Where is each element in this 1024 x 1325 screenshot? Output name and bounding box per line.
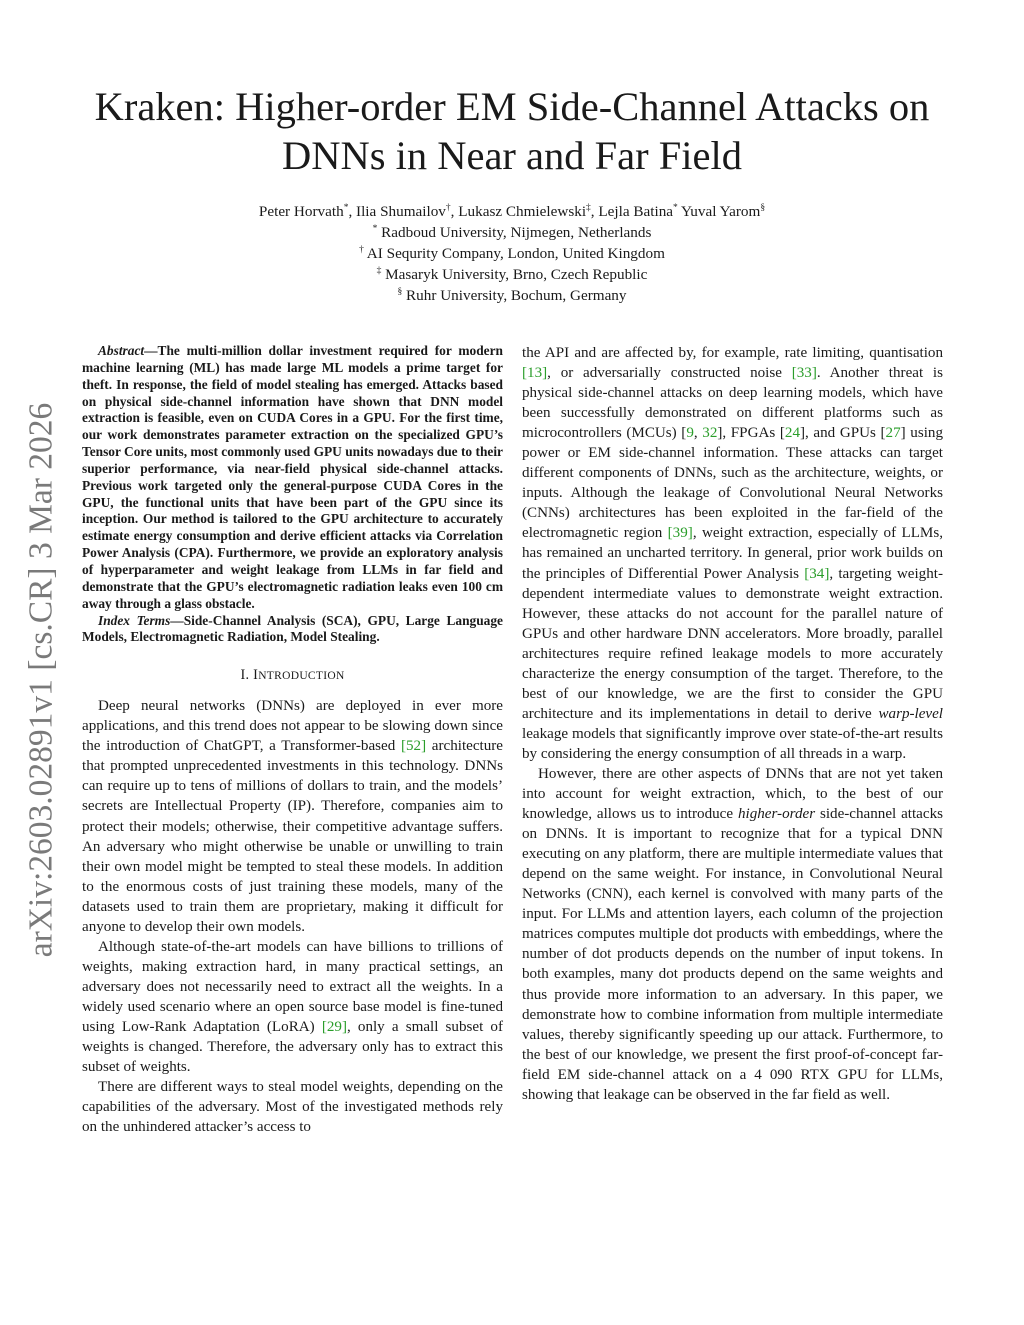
index-terms bbox=[82, 613, 503, 647]
body-paragraph bbox=[82, 1077, 503, 1137]
author-name: Ilia Shumailov bbox=[356, 203, 446, 220]
author-name: Yuval Yarom bbox=[681, 203, 761, 220]
index-terms-dash: — bbox=[170, 612, 184, 628]
citation-link[interactable]: [39] bbox=[667, 525, 693, 542]
abstract-label: Abstract bbox=[98, 343, 145, 358]
paragraph-text: , targeting weight-dependent intermediate values to demonstrate weight extraction. However, these attacks do not account for the parallel nature of GPUs and other hardware DNN accelerators. More broadly, parallel architectures require refined leakage models to more accurately characterize the energy consumption of the target. Therefore, to the best of our knowledge, we are the first to consider the GPU architecture and its implementations in detail to derive bbox=[522, 565, 943, 722]
author-name: Lejla Batina bbox=[598, 203, 674, 220]
abstract bbox=[82, 343, 503, 613]
affiliation-mark: † bbox=[445, 203, 451, 213]
affiliation-text: AI Sequrity Company, London, United Kingdom bbox=[366, 245, 665, 262]
arxiv-stamp bbox=[16, 380, 66, 980]
paragraph-text: However, there are other aspects of DNNs that are not yet taken into account for weight extraction, which, to the best of our knowledge, allows us to introduce bbox=[522, 765, 943, 823]
affiliation bbox=[60, 222, 964, 243]
emphasis-text: warp-level bbox=[878, 705, 943, 722]
paragraph-text: Although state-of-the-art models can have billions to trillions of weights, making extraction hard, in many practical settings, an adversary does not necessarily need to extract all the weights. In a widely used scenario where an open source base model is fine-tuned using Low-Rank Adaptation (LoRA) bbox=[82, 938, 503, 1035]
title-line-2: DNNs in Near and Far Field bbox=[281, 133, 743, 178]
affiliation-mark: * bbox=[343, 203, 349, 213]
separator: , bbox=[450, 203, 459, 220]
emphasis-text: higher-order bbox=[737, 806, 816, 823]
left-column bbox=[82, 343, 503, 1137]
affiliation-mark: ‡ bbox=[586, 203, 591, 213]
paragraph-text: , only a small subset of weights is changed. Therefore, the adversary only has to extract this subset of weights. bbox=[82, 1018, 503, 1076]
affiliation-text: Radboud University, Nijmegen, Netherlands bbox=[381, 224, 652, 241]
citation-link[interactable]: [52] bbox=[400, 738, 427, 755]
separator: , bbox=[348, 203, 357, 220]
paragraph-text: ] using power or EM side-channel information. These attacks can target different components of DNNs, such as the architecture, weights, or inputs. Although the leakage of Convolutional Neural Networks (CNNs) architectures has been exploited in the far-field of the electromagnetic region bbox=[522, 425, 943, 542]
author-name: Peter Horvath bbox=[258, 203, 344, 220]
right-column bbox=[522, 343, 943, 1105]
affiliation-mark: ‡ bbox=[376, 266, 382, 276]
paragraph-text: , weight extraction, especially of LLMs, has remained an uncharted territory. In general, prior work builds on the principles of Differential Power Analysis bbox=[522, 525, 943, 582]
affiliation bbox=[60, 243, 964, 264]
citation-link[interactable]: [33] bbox=[791, 365, 817, 382]
affiliation-mark: * bbox=[372, 224, 378, 234]
paragraph-text: There are different ways to steal model weights, depending on the capabilities of the adversary. Most of the investigated methods rely on the unhindered attacker’s access to bbox=[82, 1079, 503, 1136]
section-heading bbox=[82, 665, 503, 686]
citation-link[interactable]: 24 bbox=[784, 425, 800, 442]
citation-link[interactable]: [29] bbox=[321, 1018, 347, 1035]
paragraph-text: ], and GPUs [ bbox=[800, 425, 886, 442]
affiliation-mark: * bbox=[673, 203, 678, 213]
affiliation bbox=[60, 264, 964, 285]
paragraph-text: . Another threat is physical side-channel attacks on deep learning models, which have been successfully demonstrated on different platforms such as microcontrollers (MCUs) [ bbox=[522, 365, 943, 442]
author-list bbox=[60, 201, 964, 222]
abstract-text: The multi-million dollar investment required for modern machine learning (ML) has made large ML models a prime target for theft. In response, the field of model stealing has emerged. Attacks based on physical side-channel information have shown that DNN model extraction is feasible, even on CUDA Cores in a GPU. For the first time, our work demonstrates parameter extraction on the specialized GPU’s Tensor Core units, most commonly used GPU units nowadays due to their superior performance, via near-field physical side-channel attacks. Previous work targeted only the general-purpose CUDA Cores in the GPU, the functional units that have been part of the GPU since its inception. Our method is tailored to the GPU architecture to accurately estimate energy consumption and derive efficient attacks via Correlation Power Analysis (CPA). Furthermore, we provide an exploratory analysis of hyperparameter and weight leakage from LLMs in far field and demonstrate that the GPU’s electromagnetic radiation leaks even 100 cm away through a glass obstacle. bbox=[82, 343, 503, 611]
body-paragraph bbox=[82, 937, 503, 1077]
paragraph-text: side-channel attacks on DNNs. It is important to recognize that for a typical DNN executing on any platform, there are multiple intermediate values that depend on the same weight. For instance, in Convolutional Neural Networks (CNN), each kernel is convolved with many parts of the input. For LLMs and attention layers, each column of the projection matrices computes multiple dot products with embeddings, where the number of dot products depends on the number of input tokens. In both examples, many dot products depend on the same weights and thus provide more information to an adversary. In this paper, we demonstrate how to combine information from multiple intermediate values, thereby significantly speeding up our attack. Furthermore, to the best of our knowledge, we present the first proof-of-concept far-field EM side-channel attack on a 4 090 RTX GPU for LLMs, showing that leakage can be observed in the far field as well. bbox=[522, 806, 944, 1103]
citation-link[interactable]: 27 bbox=[885, 425, 901, 442]
affiliation-text: Masaryk University, Brno, Czech Republic bbox=[385, 266, 648, 283]
citation-link[interactable]: 32 bbox=[702, 425, 718, 442]
index-terms-label: Index Terms bbox=[98, 612, 171, 628]
paragraph-text: , bbox=[693, 425, 703, 442]
abstract-dash: — bbox=[144, 343, 158, 358]
body-paragraph bbox=[522, 343, 943, 764]
section-title-initial: I bbox=[253, 667, 259, 684]
affiliation bbox=[60, 285, 964, 306]
section-title-rest: NTRODUCTION bbox=[258, 670, 345, 683]
citation-link[interactable]: [13] bbox=[522, 365, 548, 382]
paragraph-text: architecture that prompted unprecedented investments in this technology. DNNs can require up to tens of millions of dollars to train, and the models’ secrets are Intellectual Property (IP). Therefore, companies aim to protect their models; otherwise, their competitive advantage suffers. An adversary who might otherwise be unable or unwilling to train their own model might be tempted to steal these models. In addition to the enormous costs of just training these models, many of the datasets used to train them are proprietary, making it difficult for anyone to develop their own models. bbox=[82, 738, 504, 935]
paragraph-text: leakage models that significantly improve over state-of-the-art results by considering the energy consumption of all threads in a warp. bbox=[522, 725, 943, 762]
body-paragraph bbox=[82, 696, 503, 937]
paragraph-text: , or adversarially constructed noise bbox=[547, 365, 792, 382]
affiliation-mark: § bbox=[760, 203, 766, 213]
title-line-1: Kraken: Higher-order EM Side-Channel Attacks on bbox=[94, 84, 930, 129]
paragraph-text: Deep neural networks (DNNs) are deployed in ever more applications, and this trend does not appear to be slowing down since the introduction of ChatGPT, a Transformer-based bbox=[82, 698, 503, 755]
arxiv-id: arXiv:2603.02891v1 [cs.CR] 3 Mar 2026 bbox=[22, 402, 59, 958]
paper-title bbox=[60, 82, 964, 180]
section-number: I. bbox=[240, 667, 250, 684]
affiliation-text: Ruhr University, Bochum, Germany bbox=[406, 287, 627, 304]
affiliation-mark: § bbox=[397, 287, 403, 297]
paragraph-text: the API and are affected by, for example, rate limiting, quantisation bbox=[522, 345, 943, 361]
citation-link[interactable]: [34] bbox=[804, 565, 830, 582]
citation-link[interactable]: 9 bbox=[686, 425, 694, 442]
author-name: Lukasz Chmielewski bbox=[458, 203, 587, 220]
index-terms-text: Side-Channel Analysis (SCA), GPU, Large Language Models, Electromagnetic Radiation, Model Stealing. bbox=[82, 612, 503, 645]
body-paragraph bbox=[522, 764, 943, 1105]
affiliation-mark: † bbox=[359, 245, 364, 255]
separator: , bbox=[590, 203, 599, 220]
paragraph-text: ], FPGAs [ bbox=[717, 425, 785, 442]
author-block bbox=[60, 201, 964, 306]
